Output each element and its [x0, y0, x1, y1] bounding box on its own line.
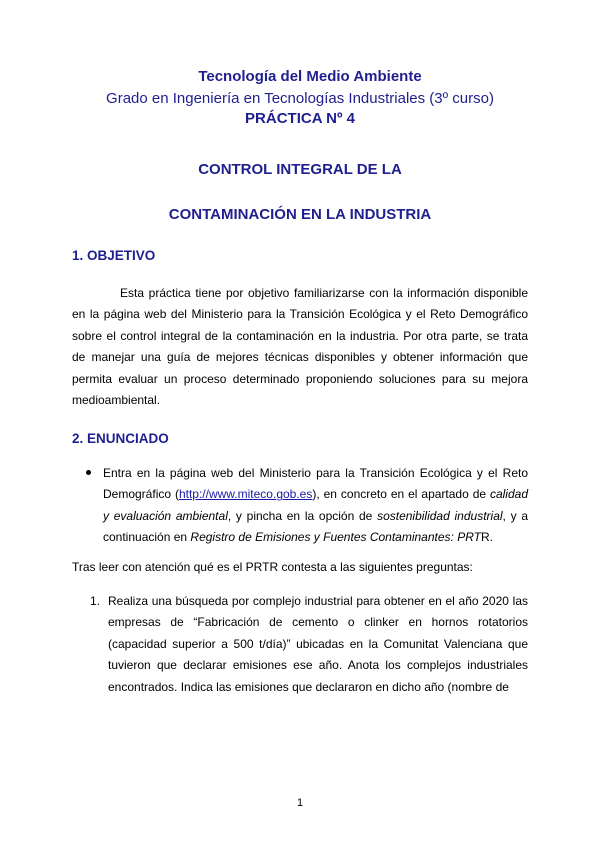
section-heading-objetivo: 1. OBJETIVO — [72, 248, 156, 263]
question-text: Realiza una búsqueda por complejo industrial para obtener en el año 2020 las empresas de “Fabricación de cemento o clinker en hornos rotatorios (capacidad superior a 500 t/día)” ubicadas en la Comunitat Valenciana que tuvieron que declarar emisiones ese año. Anota los complejos industriales encontrados. Indica las emisiones que declararon en dicho año (nombre de — [108, 594, 528, 694]
objective-paragraph: Esta práctica tiene por objetivo familiarizarse con la información disponible en la página web del Ministerio para la Transición Ecológica y el Reto Demográfico sobre el control integral de la contaminación en la industria. Por otra parte, se trata de manejar una guía de mejores técnicas disponibles y obtener información que permita evaluar un proceso determinado proponiendo soluciones para su mejora medioambiental. — [72, 286, 528, 408]
course-title: Tecnología del Medio Ambiente — [198, 68, 422, 85]
miteco-link[interactable]: http://www.miteco.gob.es — [178, 487, 313, 502]
practice-number: PRÁCTICA Nº 4 — [245, 110, 355, 127]
document-title-line2: CONTAMINACIÓN EN LA INDUSTRIA — [168, 206, 432, 223]
questions-intro: Tras leer con atención qué es el PRTR contesta a las siguientes preguntas: — [72, 560, 473, 574]
bullet-dot-icon — [86, 470, 91, 475]
question-number: 1. — [90, 594, 101, 608]
document-title-line1: CONTROL INTEGRAL DE LA — [198, 161, 402, 178]
bullet-text: Entra en la página web del Ministerio para la Transición Ecológica y el Reto Demográfico (http://www.miteco.gob.es), en concreto en el apartado de calidad y evaluación ambiental, y pincha en la opción de sostenibilidad industrial, y a continuación en Registro de Emisiones y Fuentes Contaminantes: PRTR. — [103, 466, 528, 545]
section-heading-enunciado: 2. ENUNCIADO — [72, 431, 169, 446]
page-number: 1 — [296, 797, 304, 809]
degree-subtitle: Grado en Ingeniería en Tecnologías Industriales (3º curso) — [106, 90, 494, 107]
